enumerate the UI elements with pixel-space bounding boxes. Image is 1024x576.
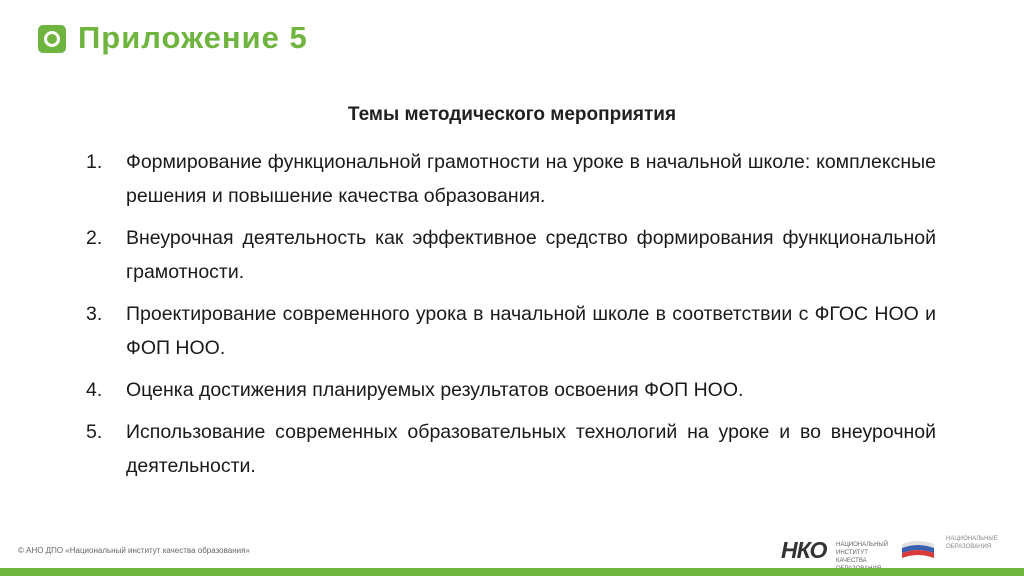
list-item bbox=[86, 373, 936, 407]
list-item-number: 4. bbox=[86, 379, 103, 401]
list-item-text: Использование современных образовательных технологий на уроке и во внеурочной деятельности. bbox=[126, 421, 936, 477]
list-item-text: Оценка достижения планируемых результатов освоения ФОП НОО. bbox=[126, 379, 744, 401]
footer-accent-bar bbox=[0, 568, 1024, 576]
list-item bbox=[86, 415, 936, 483]
list-item-number: 2. bbox=[86, 227, 103, 249]
header-logo-icon bbox=[38, 25, 66, 53]
flag-emblem-icon bbox=[900, 538, 936, 562]
list-item-number: 5. bbox=[86, 421, 103, 443]
nko-logo: НКО bbox=[781, 537, 827, 563]
list-item-text: Формирование функциональной грамотности на уроке в начальной школе: комплексные решения и повышение качества образования. bbox=[126, 151, 936, 207]
section-subtitle: Темы методического мероприятия bbox=[347, 104, 677, 125]
topics-list bbox=[86, 145, 936, 491]
list-item bbox=[86, 221, 936, 289]
list-item bbox=[86, 297, 936, 365]
list-item-number: 3. bbox=[86, 303, 103, 325]
footer-copyright: © АНО ДПО «Национальный институт качества образования» bbox=[18, 546, 250, 555]
nko-logo-caption: НАЦИОНАЛЬНЫЙ ИНСТИТУТ КАЧЕСТВА bbox=[836, 542, 889, 564]
list-item-number: 1. bbox=[86, 151, 103, 173]
page-title: Приложение 5 bbox=[78, 20, 308, 55]
list-item bbox=[86, 145, 936, 213]
list-item-text: Внеурочная деятельность как эффективное средство формирования функциональной грамотности. bbox=[126, 227, 936, 283]
list-item-text: Проектирование современного урока в начальной школе в соответствии с ФГОС НОО и ФОП НОО. bbox=[126, 303, 936, 359]
partner-logo-caption: НАЦИОНАЛЬНЫЕ ОБРАЗОВАНИЯ bbox=[946, 536, 998, 550]
